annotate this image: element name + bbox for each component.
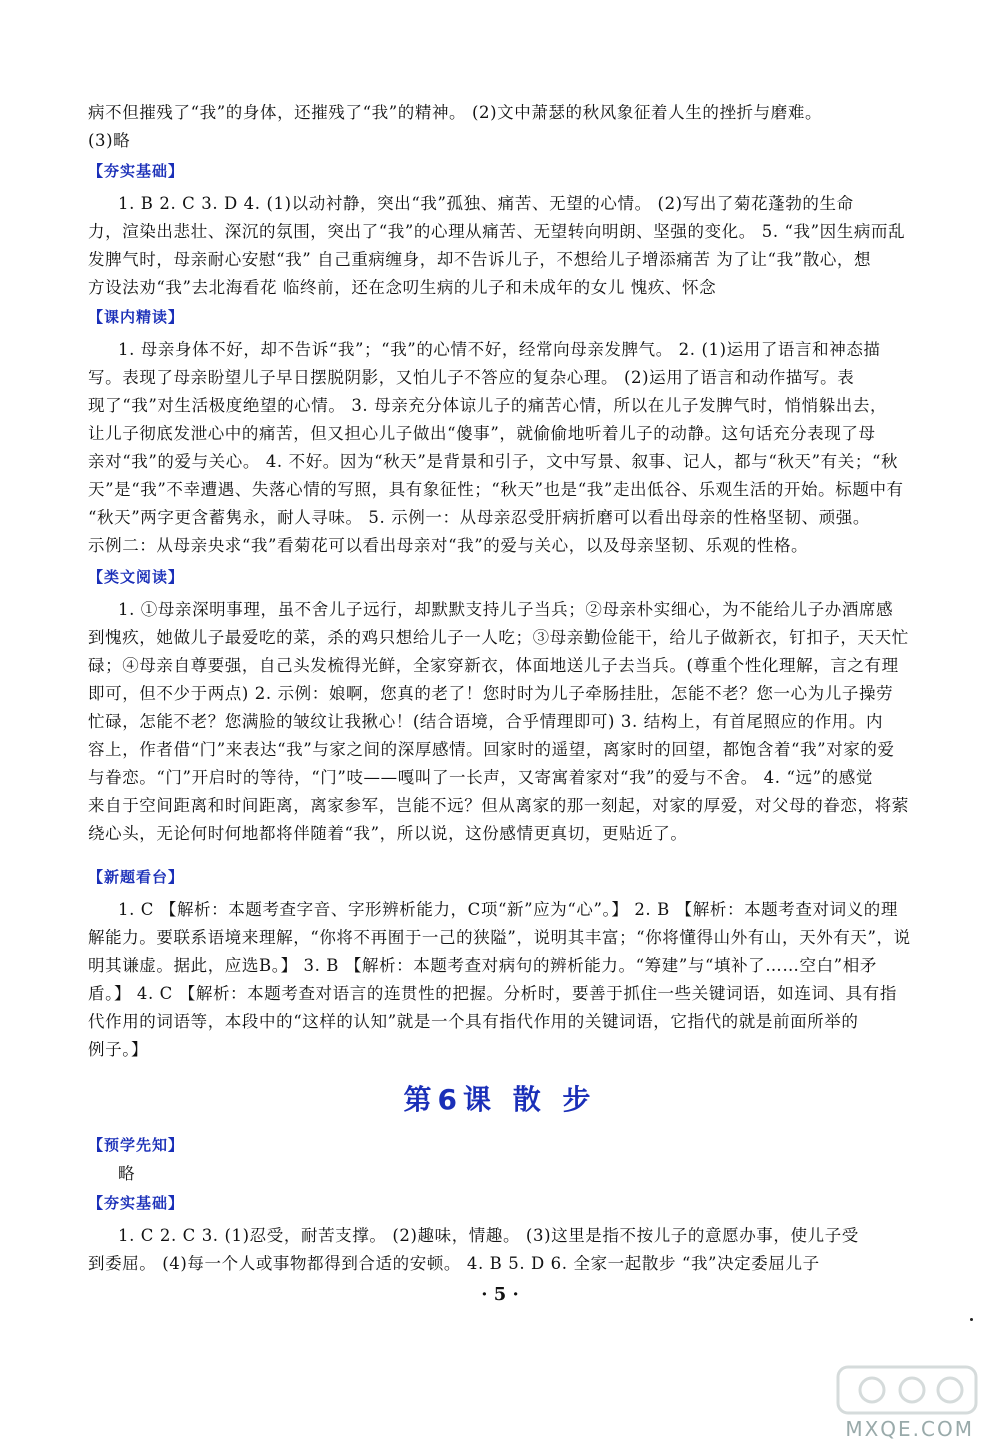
text-line: 略: [118, 1164, 136, 1183]
text-line: 解能力。要联系语境来理解，“你将不再囿于一己的狭隘”，说明其丰富；“你将懂得山外有山，天外有天”，说: [88, 928, 911, 947]
section-tag-leiwen-yuedu: 【类文阅读】: [88, 568, 185, 586]
text-line: 示例二：从母亲央求“我”看菊花可以看出母亲对“我”的爱与关心，以及母亲坚韧、乐观的性格。: [88, 536, 809, 555]
text-line: 到愧疚，她做儿子最爱吃的菜，杀的鸡只想给儿子一人吃；③母亲勤俭能干，给儿子做新衣，钉扣子，天天忙: [88, 628, 909, 647]
text-line: 来自于空间距离和时间距离，离家参军，岂能不远？但从离家的那一刻起，对家的厚爱，对父母的眷恋，将萦: [88, 796, 909, 815]
text-line: 亲对“我”的爱与关心。 4. 不好。因为“秋天”是背景和引子，文中写景、叙事、记人，都与“秋天”有关；“秋: [88, 452, 899, 471]
text-line: 到委屈。 (4)每一个人或事物都得到合适的安顿。 4. B 5. D 6. 全家一起散步 “我”决定委屈儿子: [88, 1254, 820, 1273]
text-line: 让儿子彻底发泄心中的痛苦，但又担心儿子做出“傻事”，就偷偷地听着儿子的动静。这句话充分表现了母: [88, 424, 876, 443]
lesson-title: 第6课 散 步: [403, 1083, 597, 1116]
section-tag-yuxue-xianzhi: 【预学先知】: [88, 1136, 185, 1154]
text-line: 例子。】: [88, 1040, 149, 1059]
section-tag-xinti-kantai: 【新题看台】: [88, 868, 185, 886]
text-line: 写。表现了母亲盼望儿子早日摆脱阴影，又怕儿子不答应的复杂心理。 (2)运用了语言和动作描写。表: [88, 368, 855, 387]
text-line: 1. B 2. C 3. D 4. (1)以动衬静，突出“我”孤独、痛苦、无望的心情。 (2)写出了菊花蓬勃的生命: [118, 194, 854, 213]
section-tag-kenei-jingdu: 【课内精读】: [88, 308, 185, 326]
text-line: 即可，但不少于两点) 2. 示例：娘啊，您真的老了！您时时为儿子牵肠挂肚，怎能不老？您一心为儿子操劳: [88, 684, 894, 703]
watermark-text: MXQE.COM: [845, 1417, 974, 1441]
text-line: 忙碌，怎能不老？您满脸的皱纹让我揪心！(结合语境，合乎情理即可) 3. 结构上，有首尾照应的作用。内: [88, 712, 884, 731]
scan-speck: [970, 1318, 973, 1321]
text-line: 绕心头，无论何时何地都将伴随着“我”，所以说，这份感情更真切，更贴近了。: [88, 824, 688, 843]
page-number: · 5 ·: [481, 1284, 519, 1305]
section-tag-hangshi-jichu: 【夯实基础】: [88, 162, 185, 180]
text-line: 明其谦虚。据此，应选B。】 3. B 【解析：本题考查对病句的辨析能力。“筹建”与“填补了……空白”相矛: [88, 956, 877, 975]
text-line: 与眷恋。“门”开启时的等待，“门”吱——嘎叫了一长声，又寄寓着家对“我”的爱与不舍。 4. “远”的感觉: [88, 768, 873, 787]
text-line: 天”是“我”不幸遭遇、失落心情的写照，具有象征性；“秋天”也是“我”走出低谷、乐观生活的开始。标题中有: [88, 480, 904, 499]
text-line: 发脾气时，母亲耐心安慰“我” 自己重病缠身，却不告诉儿子，不想给儿子增添痛苦 为了让“我”散心，想: [88, 250, 872, 269]
text-line: 1. 母亲身体不好，却不告诉“我”；“我”的心情不好，经常向母亲发脾气。 2. (1)运用了语言和神态描: [118, 340, 881, 359]
text-line: 盾。】 4. C 【解析：本题考查对语言的连贯性的把握。分析时，要善于抓住一些关键词语，如连词、具有指: [88, 984, 897, 1003]
text-line: “秋天”两字更含蓄隽永，耐人寻味。 5. 示例一：从母亲忍受肝病折磨可以看出母亲的性格坚韧、顽强。: [88, 508, 871, 527]
text-line: 1. C 【解析：本题考查字音、字形辨析能力，C项“新”应为“心”。】 2. B 【解析：本题考查对词义的理: [118, 900, 898, 919]
text-line: 1. ①母亲深明事理，虽不舍儿子远行，却默默支持儿子当兵；②母亲朴实细心，为不能给儿子办酒席感: [118, 600, 894, 619]
text-line: 代作用的词语等，本段中的“这样的认知”就是一个具有指代作用的关键词语，它指代的就是前面所举的: [88, 1012, 859, 1031]
text-line: (3)略: [88, 131, 131, 150]
section-tag-hangshi-jichu-2: 【夯实基础】: [88, 1194, 185, 1212]
text-line: 力，渲染出悲壮、深沉的氛围，突出了“我”的心理从痛苦、无望转向明朗、坚强的变化。 5. “我”因生病而乱: [88, 222, 906, 241]
text-line: 1. C 2. C 3. (1)忍受，耐苦支撑。 (2)趣味，情趣。 (3)这里是指不按儿子的意愿办事，使儿子受: [118, 1226, 859, 1245]
text-line: 现了“我”对生活极度绝望的心情。 3. 母亲充分体谅儿子的痛苦心情，所以在儿子发脾气时，悄悄躲出去，: [88, 396, 888, 415]
text-line: 病不但摧残了“我”的身体，还摧残了“我”的精神。 (2)文中萧瑟的秋风象征着人生的挫折与磨难。: [88, 103, 823, 122]
text-line: 碌；④母亲自尊要强，自己头发梳得光鲜，全家穿新衣，体面地送儿子去当兵。(尊重个性化理解，言之有理: [88, 656, 899, 675]
text-line: 方设法劝“我”去北海看花 临终前，还在念叨生病的儿子和未成年的女儿 愧疚、怀念: [88, 278, 717, 297]
text-line: 容上，作者借“门”来表达“我”与家之间的深厚感情。回家时的遥望，离家时的回望，都饱含着“我”对家的爱: [88, 740, 895, 759]
